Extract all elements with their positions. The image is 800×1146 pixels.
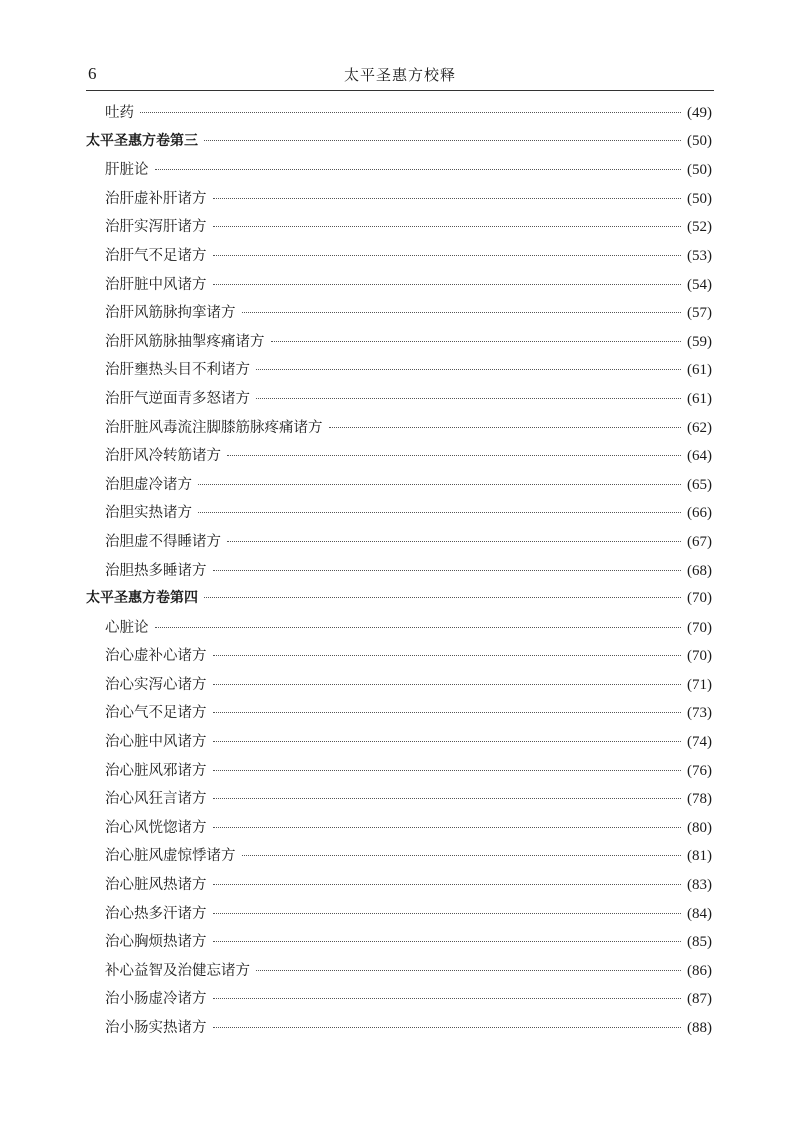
toc-entry-title: 治肝壅热头目不利诸方 bbox=[105, 362, 250, 379]
toc-entry-page: (78) bbox=[687, 791, 712, 808]
dot-leader bbox=[213, 884, 682, 885]
toc-entry-title: 太平圣惠方卷第三 bbox=[86, 132, 198, 149]
toc-entry-page: (50) bbox=[687, 162, 712, 179]
dot-leader bbox=[155, 169, 682, 170]
toc-entry-title: 治心风狂言诸方 bbox=[105, 791, 207, 808]
toc-entry-title: 治肝风筋脉拘挛诸方 bbox=[105, 305, 236, 322]
toc-entry[interactable] bbox=[86, 730, 712, 759]
toc-entry[interactable] bbox=[86, 416, 712, 445]
toc-entry-page: (49) bbox=[687, 105, 712, 121]
toc-entry-title: 治肝风筋脉抽掣疼痛诸方 bbox=[105, 333, 265, 350]
toc-entry-page: (65) bbox=[687, 476, 712, 493]
toc-entry[interactable] bbox=[86, 244, 712, 273]
dot-leader bbox=[213, 570, 682, 571]
toc-entry[interactable] bbox=[86, 387, 712, 416]
toc-entry[interactable] bbox=[86, 358, 712, 387]
toc-volume-heading[interactable] bbox=[86, 130, 712, 159]
toc-entry-title: 治肝脏中风诸方 bbox=[105, 276, 207, 293]
dot-leader bbox=[204, 597, 681, 598]
dot-leader bbox=[213, 226, 682, 227]
dot-leader bbox=[213, 1027, 682, 1028]
dot-leader bbox=[256, 398, 681, 399]
running-title: 太平圣惠方校释 bbox=[343, 66, 456, 84]
toc-entry-title: 治胆实热诸方 bbox=[105, 505, 192, 522]
toc-entry-title: 治小肠虚冷诸方 bbox=[105, 991, 207, 1008]
dot-leader bbox=[213, 741, 682, 742]
dot-leader bbox=[256, 369, 681, 370]
toc-entry-page: (88) bbox=[687, 1020, 712, 1036]
toc-entry-page: (80) bbox=[687, 819, 712, 836]
dot-leader bbox=[213, 684, 682, 685]
toc-entry[interactable] bbox=[86, 759, 712, 788]
toc-entry-page: (50) bbox=[687, 190, 712, 207]
dot-leader bbox=[213, 798, 682, 799]
dot-leader bbox=[242, 312, 682, 313]
toc-entry-page: (54) bbox=[687, 276, 712, 293]
toc-entry-page: (68) bbox=[687, 562, 712, 579]
dot-leader bbox=[227, 541, 681, 542]
toc-entry-title: 补心益智及治健忘诸方 bbox=[105, 962, 250, 979]
toc-entry[interactable] bbox=[86, 844, 712, 873]
toc-entry-page: (81) bbox=[687, 848, 712, 865]
toc-entry-title: 太平圣惠方卷第四 bbox=[86, 590, 198, 607]
toc-entry-page: (62) bbox=[687, 419, 712, 436]
toc-entry[interactable] bbox=[86, 644, 712, 673]
dot-leader bbox=[213, 255, 682, 256]
toc-entry-page: (53) bbox=[687, 247, 712, 264]
dot-leader bbox=[329, 427, 682, 428]
dot-leader bbox=[213, 998, 682, 999]
toc-entry-page: (73) bbox=[687, 705, 712, 722]
dot-leader bbox=[140, 112, 681, 113]
toc-entry-title: 治心气不足诸方 bbox=[105, 705, 207, 722]
toc-entry-title: 治心风恍惚诸方 bbox=[105, 819, 207, 836]
toc-entry-page: (70) bbox=[687, 648, 712, 665]
toc-entry-title: 治心实泻心诸方 bbox=[105, 676, 207, 693]
toc-entry-title: 治肝脏风毒流注脚膝筋脉疼痛诸方 bbox=[105, 419, 323, 436]
toc-entry-page: (85) bbox=[687, 934, 712, 951]
toc-entry-title: 吐药 bbox=[105, 105, 134, 121]
toc-entry-title: 治小肠实热诸方 bbox=[105, 1020, 207, 1036]
toc-entry[interactable] bbox=[86, 816, 712, 845]
toc-entry[interactable] bbox=[86, 787, 712, 816]
toc-entry-title: 治肝气逆面青多怒诸方 bbox=[105, 390, 250, 407]
toc-entry-page: (52) bbox=[687, 219, 712, 236]
toc-entry[interactable] bbox=[86, 930, 712, 959]
toc-entry[interactable] bbox=[86, 559, 712, 588]
toc-entry-title: 治心胸烦热诸方 bbox=[105, 934, 207, 951]
toc-entry-title: 治心虚补心诸方 bbox=[105, 648, 207, 665]
toc-entry-title: 治胆虚冷诸方 bbox=[105, 476, 192, 493]
toc-entry-title: 治心脏中风诸方 bbox=[105, 734, 207, 751]
dot-leader bbox=[213, 198, 682, 199]
toc-entry-title: 治心脏风虚惊悸诸方 bbox=[105, 848, 236, 865]
toc-entry[interactable] bbox=[86, 501, 712, 530]
toc-entry-title: 治肝虚补肝诸方 bbox=[105, 190, 207, 207]
dot-leader bbox=[213, 827, 682, 828]
toc-entry[interactable] bbox=[86, 101, 712, 130]
toc-entry[interactable] bbox=[86, 215, 712, 244]
page-number: 6 bbox=[88, 64, 97, 83]
toc-entry[interactable] bbox=[86, 616, 712, 645]
toc-entry-page: (87) bbox=[687, 991, 712, 1008]
dot-leader bbox=[204, 140, 681, 141]
dot-leader bbox=[213, 770, 682, 771]
toc-entry-page: (71) bbox=[687, 676, 712, 693]
toc-entry[interactable] bbox=[86, 987, 712, 1016]
toc-entry[interactable] bbox=[86, 902, 712, 931]
toc-entry[interactable] bbox=[86, 158, 712, 187]
toc-entry[interactable] bbox=[86, 1016, 712, 1045]
toc-entry[interactable] bbox=[86, 959, 712, 988]
toc-entry-page: (66) bbox=[687, 505, 712, 522]
dot-leader bbox=[198, 484, 681, 485]
toc-entry-title: 心脏论 bbox=[105, 619, 149, 636]
toc-entry[interactable] bbox=[86, 473, 712, 502]
dot-leader bbox=[213, 941, 682, 942]
toc-entry-title: 治肝实泻肝诸方 bbox=[105, 219, 207, 236]
header-rule bbox=[86, 90, 714, 91]
toc-entry-page: (86) bbox=[687, 962, 712, 979]
toc-entry-title: 治心脏风邪诸方 bbox=[105, 762, 207, 779]
dot-leader bbox=[213, 712, 682, 713]
dot-leader bbox=[213, 913, 682, 914]
dot-leader bbox=[256, 970, 681, 971]
toc-entry-title: 治心热多汗诸方 bbox=[105, 905, 207, 922]
toc-entry[interactable] bbox=[86, 873, 712, 902]
toc-entry-page: (70) bbox=[687, 590, 712, 607]
toc-entry-page: (50) bbox=[687, 132, 712, 149]
toc-entry[interactable] bbox=[86, 187, 712, 216]
toc-entry[interactable] bbox=[86, 330, 712, 359]
toc-entry-page: (61) bbox=[687, 362, 712, 379]
toc-entry[interactable] bbox=[86, 673, 712, 702]
toc-entry-page: (57) bbox=[687, 305, 712, 322]
toc-entry-page: (61) bbox=[687, 390, 712, 407]
toc-entry-page: (74) bbox=[687, 734, 712, 751]
toc-entry-title: 肝脏论 bbox=[105, 162, 149, 179]
table-of-contents bbox=[86, 101, 712, 1045]
toc-entry-title: 治心脏风热诸方 bbox=[105, 877, 207, 894]
toc-entry-page: (76) bbox=[687, 762, 712, 779]
page-header bbox=[86, 62, 714, 90]
dot-leader bbox=[213, 655, 682, 656]
toc-entry-title: 治胆热多睡诸方 bbox=[105, 562, 207, 579]
dot-leader bbox=[227, 455, 681, 456]
toc-entry-page: (83) bbox=[687, 877, 712, 894]
toc-entry[interactable] bbox=[86, 273, 712, 302]
toc-entry-page: (70) bbox=[687, 619, 712, 636]
toc-entry-title: 治胆虚不得睡诸方 bbox=[105, 533, 221, 550]
toc-entry-page: (84) bbox=[687, 905, 712, 922]
dot-leader bbox=[213, 284, 682, 285]
toc-entry-title: 治肝气不足诸方 bbox=[105, 247, 207, 264]
toc-entry-page: (67) bbox=[687, 533, 712, 550]
toc-entry-page: (59) bbox=[687, 333, 712, 350]
toc-entry[interactable] bbox=[86, 701, 712, 730]
dot-leader bbox=[271, 341, 682, 342]
toc-entry-page: (64) bbox=[687, 448, 712, 465]
toc-entry[interactable] bbox=[86, 530, 712, 559]
dot-leader bbox=[242, 855, 682, 856]
toc-volume-heading[interactable] bbox=[86, 587, 712, 616]
toc-entry[interactable] bbox=[86, 444, 712, 473]
toc-entry-title: 治肝风冷转筋诸方 bbox=[105, 448, 221, 465]
dot-leader bbox=[198, 512, 681, 513]
dot-leader bbox=[155, 627, 682, 628]
toc-entry[interactable] bbox=[86, 301, 712, 330]
